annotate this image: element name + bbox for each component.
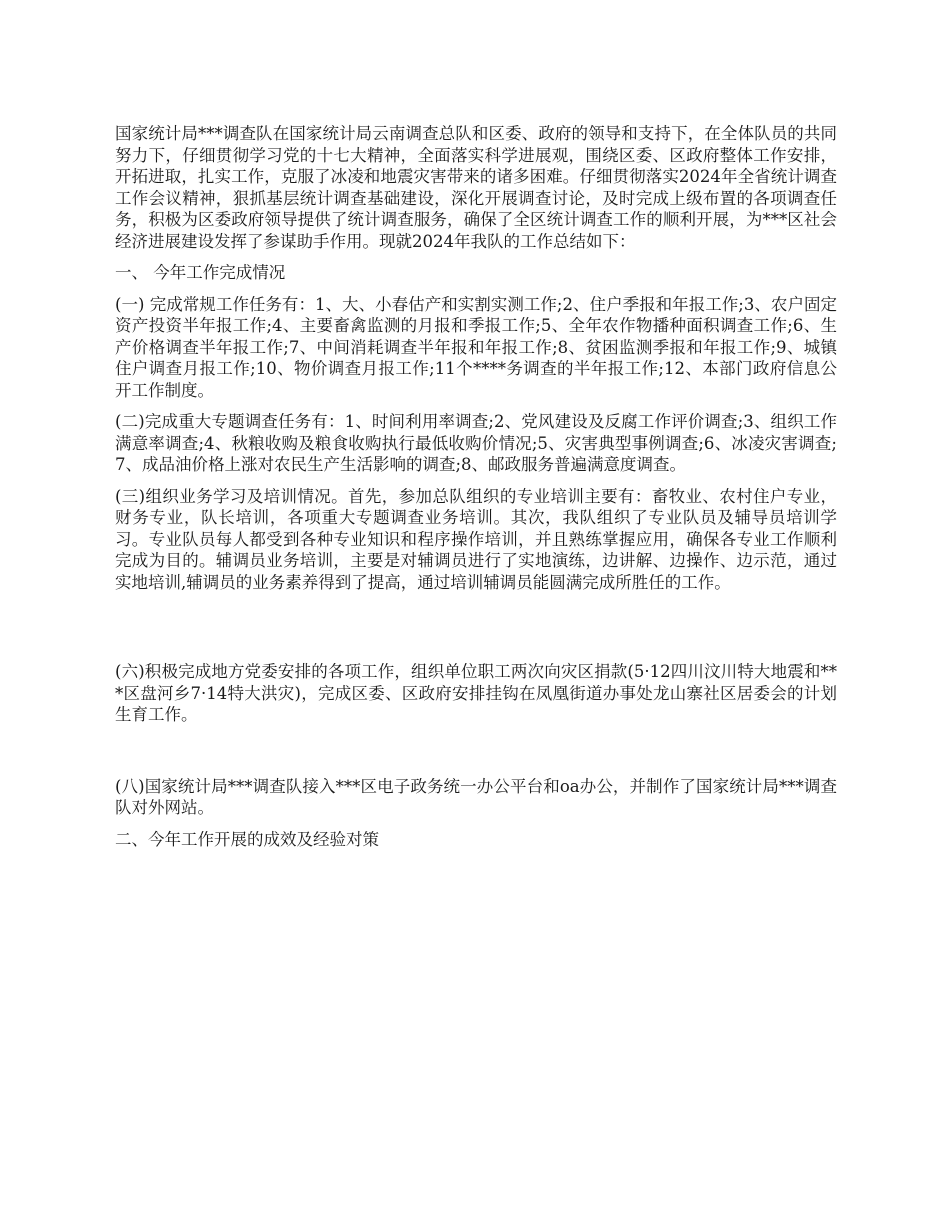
item-8-paragraph: (八)国家统计局***调查队接入***区电子政务统一办公平台和oa办公，并制作了国家统计局***调查队对外网站。 — [115, 776, 837, 817]
item-3-paragraph: (三)组织业务学习及培训情况。首先，参加总队组织的专业培训主要有：畜牧业、农村住户专业，财务专业，队长培训，各项重大专题调查业务培训。其次，我队组织了专业队员及辅导员培训学习。专业队员每人都受到各种专业知识和程序操作培训，并且熟练掌握应用，确保各专业工作顺利完成为目的。辅调员业务培训，主要是对辅调员进行了实地演练，边讲解、边操作、边示范，通过实地培训,辅调员的业务素养得到了提高，通过培训辅调员能圆满完成所胜任的工作。 — [115, 486, 837, 592]
gap — [115, 603, 837, 661]
gap — [115, 736, 837, 776]
intro-paragraph: 国家统计局***调查队在国家统计局云南调查总队和区委、政府的领导和支持下，在全体队员的共同努力下，仔细贯彻学习党的十七大精神，全面落实科学进展观，围绕区委、区政府整体工作安排，开拓进取，扎实工作，克服了冰凌和地震灾害带来的诸多困难。仔细贯彻落实2024年全省统计调查工作会议精神，狠抓基层统计调查基础建设，深化开展调查讨论，及时完成上级布置的各项调查任务，积极为区委政府领导提供了统计调查服务，确保了全区统计调查工作的顺利开展，为***区社会经济进展建设发挥了参谋助手作用。现就2024年我队的工作总结如下： — [115, 124, 837, 251]
item-2-paragraph: (二)完成重大专题调查任务有：1、时间利用率调查;2、党风建设及反腐工作评价调查;3、组织工作满意率调查;4、秋粮收购及粮食收购执行最低收购价情况;5、灾害典型事例调查;6、冰凌灾害调查;7、成品油价格上涨对农民生产生活影响的调查;8、邮政服务普遍满意度调查。 — [115, 412, 837, 474]
item-1-paragraph: (一) 完成常规工作任务有：1、大、小春估产和实割实测工作;2、住户季报和年报工作;3、农户固定资产投资半年报工作;4、主要畜禽监测的月报和季报工作;5、全年农作物播种面积调查工作;6、生产价格调查半年报工作;7、中间消耗调查半年报和年报工作;8、贫困监测季报和年报工作;9、城镇住户调查月报工作;10、物价调查月报工作;11个****务调查的半年报工作;12、本部门政府信息公开工作制度。 — [115, 294, 837, 400]
section-1-heading: 一、 今年工作完成情况 — [115, 263, 286, 282]
document-body — [115, 123, 837, 860]
section-2-heading: 二、今年工作开展的成效及经验对策 — [115, 829, 379, 849]
item-6-paragraph: (六)积极完成地方党委安排的各项工作，组织单位职工两次向灾区捐款(5·12四川汶川特大地震和***区盘河乡7·14特大洪灾)，完成区委、区政府安排挂钩在凤凰街道办事处龙山寨社区居委会的计划生育工作。 — [115, 662, 837, 724]
